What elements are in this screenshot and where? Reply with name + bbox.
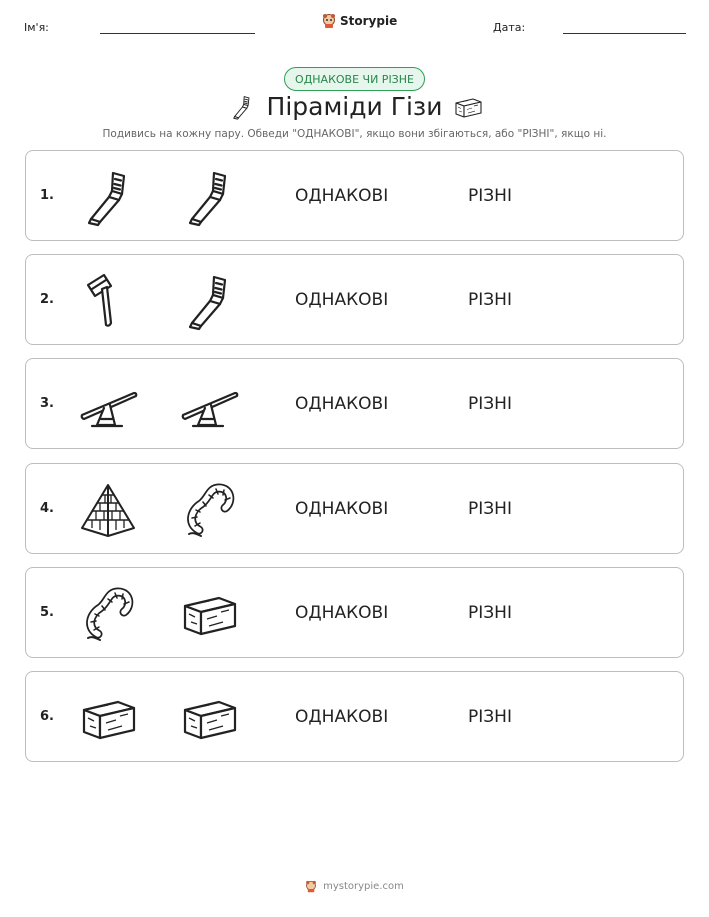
footer-url: mystorypie.com [323, 881, 404, 892]
lever-icon [179, 375, 239, 435]
storypie-mascot-icon [305, 880, 317, 893]
row-number: 6. [40, 709, 54, 724]
stone-block-icon [450, 92, 486, 122]
date-field[interactable] [563, 33, 686, 34]
rope-icon [179, 480, 239, 540]
row-number: 3. [40, 396, 54, 411]
option-different[interactable]: РІЗНІ [468, 499, 512, 519]
date-label: Дата: [493, 21, 526, 34]
row-number: 1. [40, 188, 54, 203]
storypie-mascot-icon [322, 13, 336, 29]
option-different[interactable]: РІЗНІ [468, 394, 512, 414]
mallet-icon [78, 271, 138, 331]
footer [0, 880, 709, 893]
option-same[interactable]: ОДНАКОВІ [295, 290, 389, 310]
pair-row [25, 463, 684, 554]
pair-row [25, 358, 684, 449]
instructions: Подивись на кожну пару. Обведи "ОДНАКОВІ", якщо вони збігаються, або "РІЗНІ", якщо ні. [102, 128, 607, 140]
pair-row [25, 254, 684, 345]
stone-block-icon [179, 584, 239, 644]
chisel-icon [179, 271, 239, 331]
option-different[interactable]: РІЗНІ [468, 290, 512, 310]
option-same[interactable]: ОДНАКОВІ [295, 186, 389, 206]
pyramid-icon [78, 480, 138, 540]
worksheet-type-badge: ОДНАКОВЕ ЧИ РІЗНЕ [284, 67, 425, 91]
chisel-icon [179, 167, 239, 227]
chisel-icon [78, 167, 138, 227]
option-same[interactable]: ОДНАКОВІ [295, 394, 389, 414]
option-same[interactable]: ОДНАКОВІ [295, 603, 389, 623]
option-different[interactable]: РІЗНІ [468, 707, 512, 727]
row-number: 2. [40, 292, 54, 307]
row-number: 5. [40, 605, 54, 620]
option-different[interactable]: РІЗНІ [468, 186, 512, 206]
name-label: Ім'я: [24, 21, 49, 34]
page-title: Піраміди Гізи [266, 92, 443, 121]
pair-row [25, 671, 684, 762]
chisel-icon [229, 90, 255, 124]
option-same[interactable]: ОДНАКОВІ [295, 499, 389, 519]
brand-name: Storypie [340, 14, 398, 28]
brand-logo [322, 13, 397, 29]
pair-row [25, 567, 684, 658]
stone-block-icon [179, 688, 239, 748]
title-row [0, 90, 709, 128]
rope-icon [78, 584, 138, 644]
name-field[interactable] [100, 33, 255, 34]
stone-block-icon [78, 688, 138, 748]
option-same[interactable]: ОДНАКОВІ [295, 707, 389, 727]
pair-row [25, 150, 684, 241]
option-different[interactable]: РІЗНІ [468, 603, 512, 623]
row-number: 4. [40, 501, 54, 516]
lever-icon [78, 375, 138, 435]
